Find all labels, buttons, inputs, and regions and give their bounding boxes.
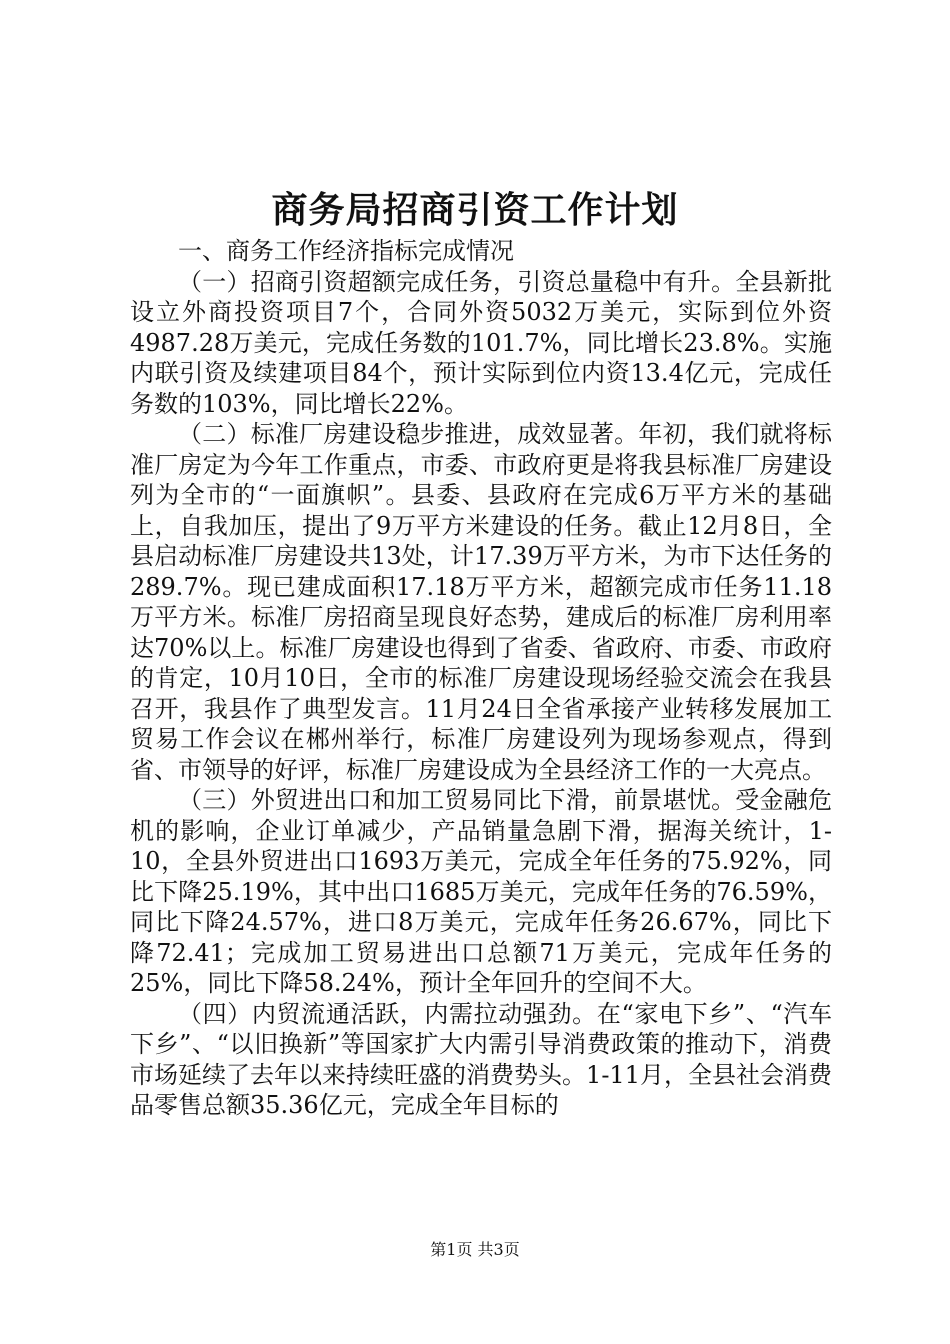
paragraph-investment: （一）招商引资超额完成任务，引资总量稳中有升。全县新批设立外商投资项目7个，合同外资5032万美元，实际到位外资4987.28万美元，完成任务数的101.7%，同比增长23.8%。实施内联引资及续建项目84个，预计实际到位内资13.4亿元，完成任务数的103%，同比增长22%。 — [130, 267, 832, 418]
page-footer: 第1页 共3页 — [430, 1240, 520, 1259]
paragraph-standard-factory: （二）标准厂房建设稳步推进，成效显著。年初，我们就将标准厂房定为今年工作重点，市委、市政府更是将我县标准厂房建设列为全市的“一面旗帜”。县委、县政府在完成6万平方米的基础上，自我加压，提出了9万平方米建设的任务。截止12月8日，全县启动标准厂房建设共13处，计17.39万平方米，为市下达任务的289.7%。现已建成面积17.18万平方米，超额完成市任务11.18万平方米。标准厂房招商呈现良好态势，建成后的标准厂房利用率达70%以上。标准厂房建设也得到了省委、省政府、市委、市政府的肯定，10月10日，全市的标准厂房建设现场经验交流会在我县召开，我县作了典型发言。11月24日全省承接产业转移发展加工贸易工作会议在郴州举行，标准厂房建设列为现场参观点，得到省、市领导的好评，标准厂房建设成为全县经济工作的一大亮点。 — [130, 420, 832, 784]
document-body — [130, 236, 832, 1121]
paragraph-domestic-trade: （四）内贸流通活跃，内需拉动强劲。在“家电下乡”、“汽车下乡”、“以旧换新”等国家扩大内需引导消费政策的推动下，消费市场延续了去年以来持续旺盛的消费势头。1-11月，全县社会消费品零售总额35.36亿元，完成全年目标的 — [130, 999, 832, 1119]
document-title: 商务局招商引资工作计划 — [271, 189, 679, 231]
section-heading: 一、商务工作经济指标完成情况 — [178, 237, 514, 265]
paragraph-foreign-trade: （三）外贸进出口和加工贸易同比下滑，前景堪忧。受金融危机的影响，企业订单减少，产品销量急剧下滑，据海关统计，1-10，全县外贸进出口1693万美元，完成全年任务的75.92%，同比下降25.19%，其中出口1685万美元，完成年任务的76.59%，同比下降24.57%，进口8万美元，完成年任务26.67%，同比下降72.41；完成加工贸易进出口总额71万美元，完成年任务的25%，同比下降58.24%，预计全年回升的空间不大。 — [130, 786, 832, 997]
